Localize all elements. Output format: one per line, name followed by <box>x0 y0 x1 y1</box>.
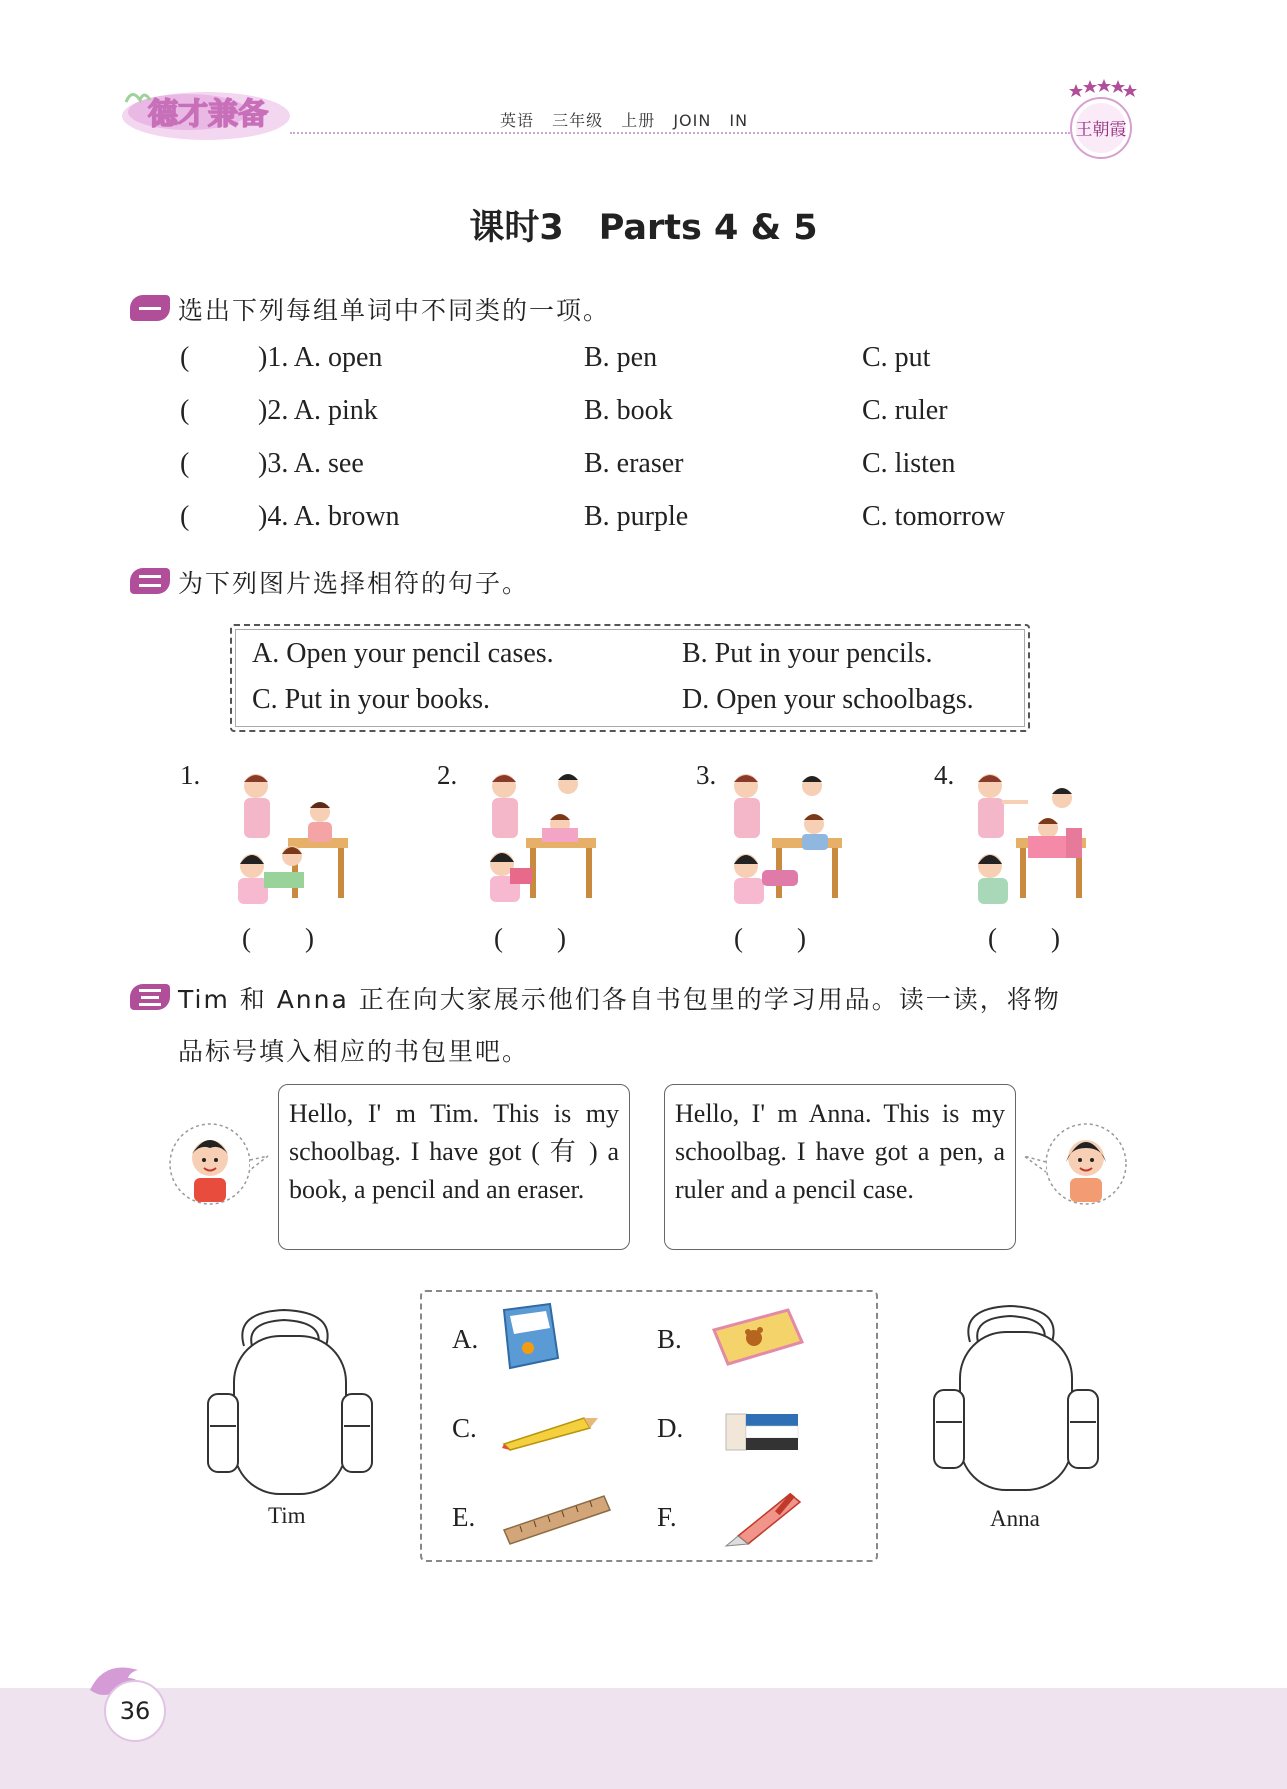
header-subject: 英语 <box>500 111 535 130</box>
picture-3-answer[interactable]: ( ) <box>734 923 806 953</box>
section-2-title: 为下列图片选择相符的句子。 <box>178 569 530 598</box>
classroom-scene-2-image <box>476 768 598 908</box>
question-2-c: C. ruler <box>862 395 948 426</box>
question-4-b: B. purple <box>584 501 689 532</box>
question-2-a: )2. A. pink <box>258 395 378 426</box>
picture-1-number: 1. <box>180 760 201 790</box>
item-d-letter: D. <box>657 1413 684 1443</box>
page-number: 36 <box>104 1680 166 1742</box>
question-3-b: B. eraser <box>584 448 684 479</box>
section-3-badge <box>130 984 170 1010</box>
school-items-box <box>420 1290 878 1562</box>
svg-text:德才兼备: 德才兼备 <box>148 97 268 132</box>
classroom-scene-3-image <box>722 768 844 908</box>
pen-icon <box>720 1488 806 1548</box>
tim-avatar-image <box>164 1120 274 1210</box>
header-subject-line <box>500 108 748 131</box>
item-a-letter: A. <box>452 1324 479 1354</box>
svg-text:王朝霞: 王朝霞 <box>1075 120 1127 140</box>
question-4-a: )4. A. brown <box>258 501 400 532</box>
section-2-badge <box>130 568 170 594</box>
question-1-c: C. put <box>862 342 931 373</box>
brand-logo <box>118 82 294 142</box>
question-1-a: )1. A. open <box>258 342 383 373</box>
question-4-c: C. tomorrow <box>862 501 1006 532</box>
option-a: A. Open your pencil cases. <box>252 638 554 669</box>
anna-schoolbag-drawing[interactable] <box>930 1302 1102 1496</box>
question-1-b: B. pen <box>584 342 658 373</box>
tim-bag-label: Tim <box>268 1503 306 1528</box>
tim-schoolbag-drawing[interactable] <box>204 1306 376 1498</box>
question-3-c: C. listen <box>862 448 956 479</box>
picture-4-answer[interactable]: ( ) <box>988 923 1060 953</box>
publisher-seal <box>1062 78 1140 164</box>
lesson-title: 课时3 Parts 4 & 5 <box>469 208 818 248</box>
item-c-letter: C. <box>452 1413 477 1443</box>
book-icon <box>490 1302 566 1372</box>
answer-paren-open: ( <box>180 395 190 426</box>
anna-bag-label: Anna <box>990 1506 1040 1531</box>
answer-paren-open: ( <box>180 501 190 532</box>
tim-speech-bubble: Hello, I' m Tim. This is my schoolbag. I have got ( 有 ) a book, a pencil and an eraser. <box>278 1084 630 1250</box>
item-f-letter: F. <box>657 1502 677 1532</box>
item-e-letter: E. <box>452 1502 476 1532</box>
header-divider <box>290 132 1070 134</box>
section-3-title-line-2: 品标号填入相应的书包里吧。 <box>178 1037 530 1066</box>
question-2-b: B. book <box>584 395 673 426</box>
classroom-scene-1-image <box>228 768 350 908</box>
answer-paren-open: ( <box>180 342 190 373</box>
header-series: JOIN IN <box>673 111 749 130</box>
header-volume: 上册 <box>621 111 656 130</box>
option-b: B. Put in your pencils. <box>682 638 933 669</box>
section-1-title: 选出下列每组单词中不同类的一项。 <box>178 296 611 325</box>
picture-3-number: 3. <box>696 760 717 790</box>
picture-2-answer[interactable]: ( ) <box>494 923 566 953</box>
eraser-icon <box>724 1412 800 1452</box>
section-1-badge <box>130 295 170 321</box>
ruler-icon <box>500 1492 612 1548</box>
option-c: C. Put in your books. <box>252 684 491 715</box>
classroom-scene-4-image <box>966 768 1088 908</box>
pencil-case-icon <box>710 1306 806 1368</box>
anna-avatar-image <box>1018 1118 1130 1210</box>
option-d: D. Open your schoolbags. <box>682 684 974 715</box>
item-b-letter: B. <box>657 1324 682 1354</box>
anna-speech-bubble: Hello, I' m Anna. This is my schoolbag. I have got a pen, a ruler and a pencil case. <box>664 1084 1016 1250</box>
answer-paren-open: ( <box>180 448 190 479</box>
footer-band <box>0 1688 1287 1789</box>
picture-1-answer[interactable]: ( ) <box>242 923 314 953</box>
pencil-icon <box>500 1412 600 1452</box>
picture-2-number: 2. <box>437 760 458 790</box>
section-3-title-line-1: Tim 和 Anna 正在向大家展示他们各自书包里的学习用品。读一读，将物 <box>178 985 1061 1014</box>
header-grade: 三年级 <box>552 111 604 130</box>
picture-4-number: 4. <box>934 760 955 790</box>
question-3-a: )3. A. see <box>258 448 364 479</box>
